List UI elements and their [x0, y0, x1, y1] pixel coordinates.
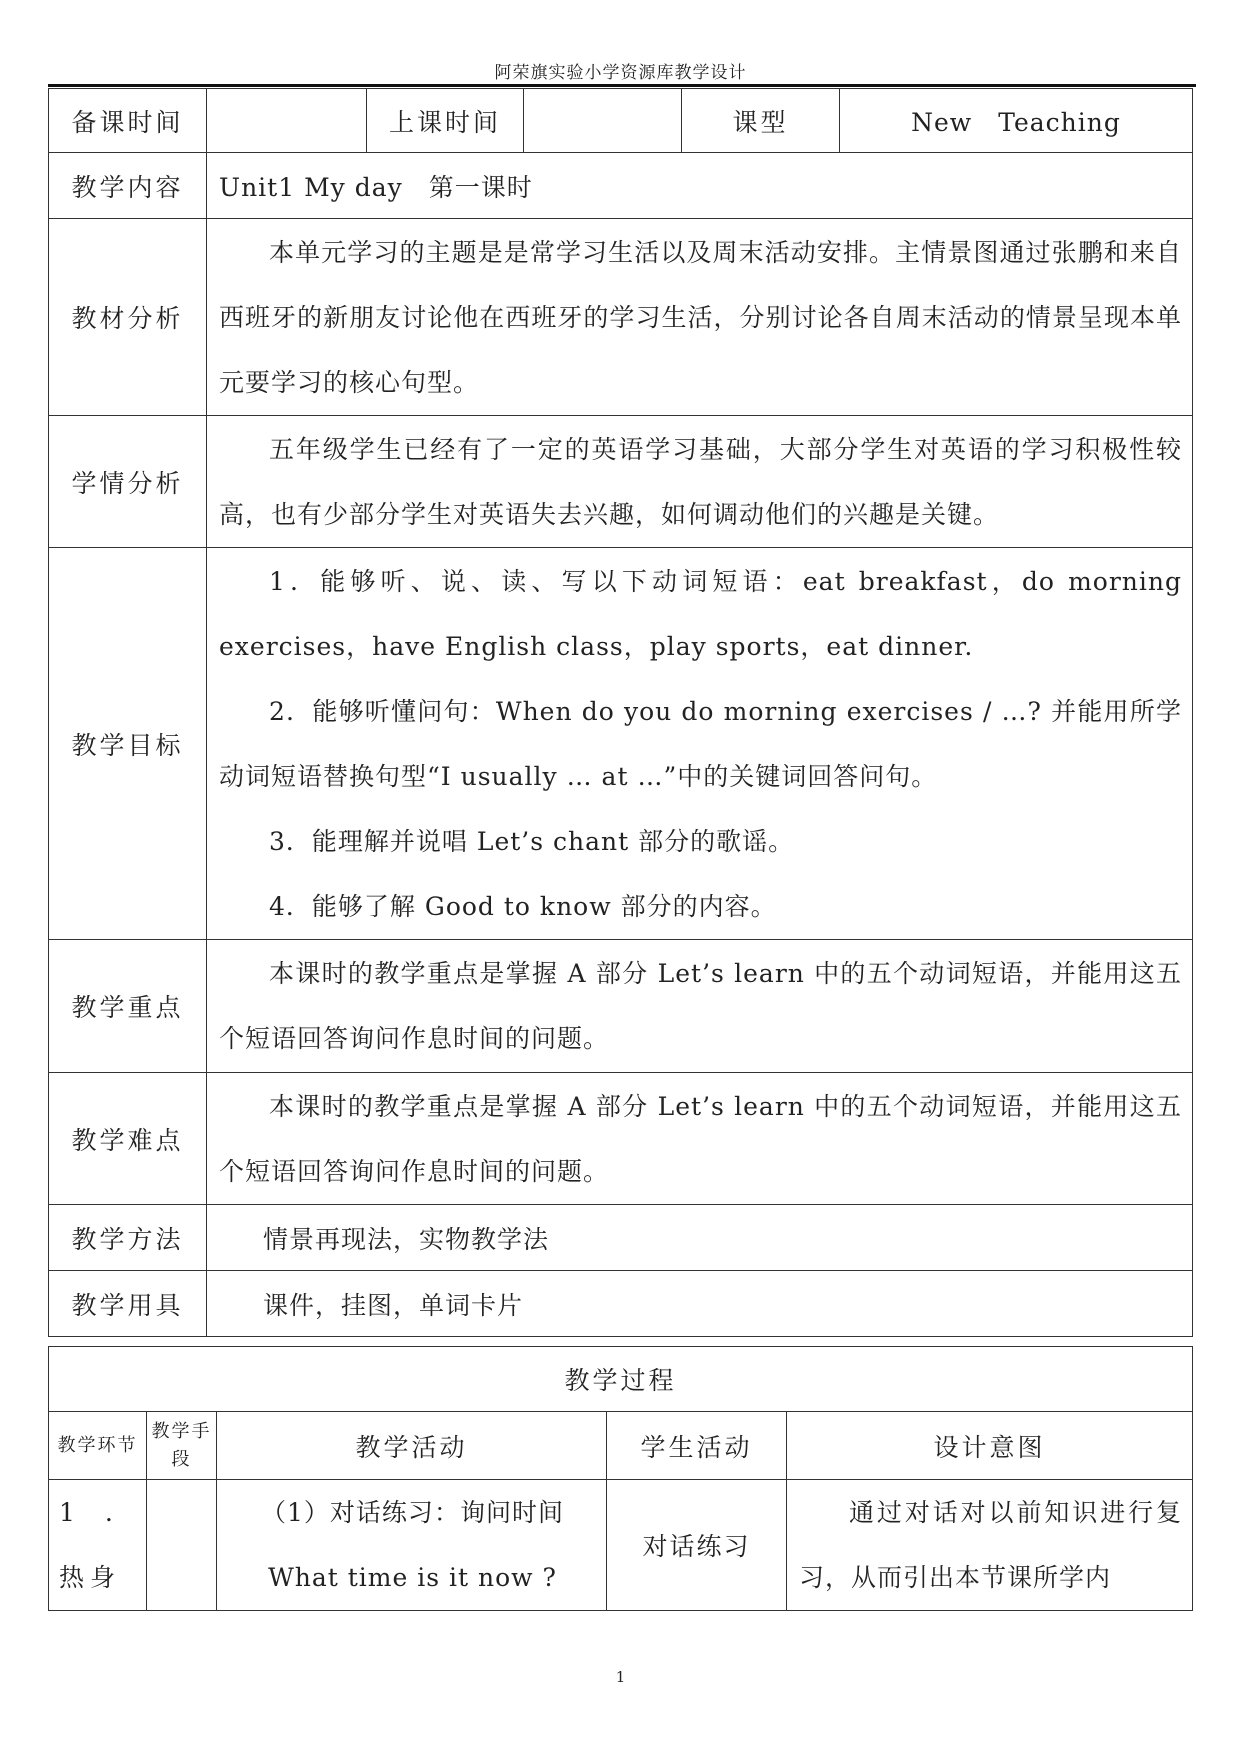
stage-cell: 1．热身: [49, 1480, 147, 1611]
process-title: 教学过程: [49, 1347, 1193, 1412]
teaching-process-table: [48, 1346, 1193, 1611]
tools-label: 教学用具: [49, 1271, 207, 1337]
prep-time-label: 备课时间: [49, 89, 207, 153]
teacher-activity-line: （1）对话练习：询问时间: [261, 1498, 564, 1527]
material-analysis-label: 教材分析: [49, 219, 207, 416]
class-time-label: 上课时间: [367, 89, 524, 153]
student-activity-header: 学生活动: [607, 1412, 787, 1480]
design-intent-header: 设计意图: [787, 1412, 1193, 1480]
teacher-activity-header: 教学活动: [217, 1412, 607, 1480]
design-intent-cell: 通过对话对以前知识进行复习，从而引出本节课所学内: [787, 1480, 1193, 1611]
objective-item: 2．能够听懂问句：When do you do morning exercises / …? 并能用所学动词短语替换句型“I usually … at …”中的关键词回答问句。: [219, 696, 1182, 791]
objective-item: 1．能够听、说、读、写以下动词短语：eat breakfast，do morning exercises，have English class，play sports，eat dinner.: [219, 566, 1182, 661]
document-header: 阿荣旗实验小学资源库教学设计: [494, 63, 747, 83]
student-activity-cell: 对话练习: [607, 1480, 787, 1611]
objective-item: 4．能够了解 Good to know 部分的内容。: [269, 891, 777, 921]
lesson-type-label: 课型: [682, 89, 840, 153]
teacher-activity-line: What time is it now ?: [268, 1563, 557, 1592]
material-analysis-text: 本单元学习的主题是是常学习生活以及周末活动安排。主情景图通过张鹏和来自西班牙的新朋友讨论他在西班牙的学习生活，分别讨论各自周末活动的情景呈现本单元要学习的核心句型。: [207, 219, 1193, 416]
means-cell: [147, 1480, 217, 1611]
content-label: 教学内容: [49, 153, 207, 219]
lesson-type-value: New Teaching: [840, 89, 1193, 153]
method-text: 情景再现法，实物教学法: [207, 1205, 1193, 1271]
objectives-label: 教学目标: [49, 548, 207, 940]
tools-text: 课件，挂图，单词卡片: [207, 1271, 1193, 1337]
content-value: Unit1 My day 第一课时: [207, 153, 1193, 219]
table-row: [49, 1480, 1193, 1611]
student-analysis-text: 五年级学生已经有了一定的英语学习基础，大部分学生对英语的学习积极性较高，也有少部分学生对英语失去兴趣，如何调动他们的兴趣是关键。: [207, 416, 1193, 548]
difficulty-label: 教学难点: [49, 1073, 207, 1205]
prep-time-value: [207, 89, 367, 153]
teacher-activity-cell: [217, 1480, 607, 1611]
stage-header: 教学环节: [49, 1412, 147, 1480]
objective-item: 3．能理解并说唱 Let’s chant 部分的歌谣。: [269, 826, 795, 856]
lesson-info-table: [48, 88, 1193, 1337]
key-points-text: 本课时的教学重点是掌握 A 部分 Let’s learn 中的五个动词短语，并能用这五个短语回答询问作息时间的问题。: [207, 940, 1193, 1073]
method-label: 教学方法: [49, 1205, 207, 1271]
class-time-value: [524, 89, 682, 153]
header-rule: [48, 84, 1196, 87]
key-points-label: 教学重点: [49, 940, 207, 1073]
means-header: 教学手段: [147, 1412, 217, 1480]
student-analysis-label: 学情分析: [49, 416, 207, 548]
difficulty-text: 本课时的教学重点是掌握 A 部分 Let’s learn 中的五个动词短语，并能用这五个短语回答询问作息时间的问题。: [207, 1073, 1193, 1205]
page-number: 1: [615, 1668, 626, 1686]
objectives-cell: [207, 548, 1193, 940]
